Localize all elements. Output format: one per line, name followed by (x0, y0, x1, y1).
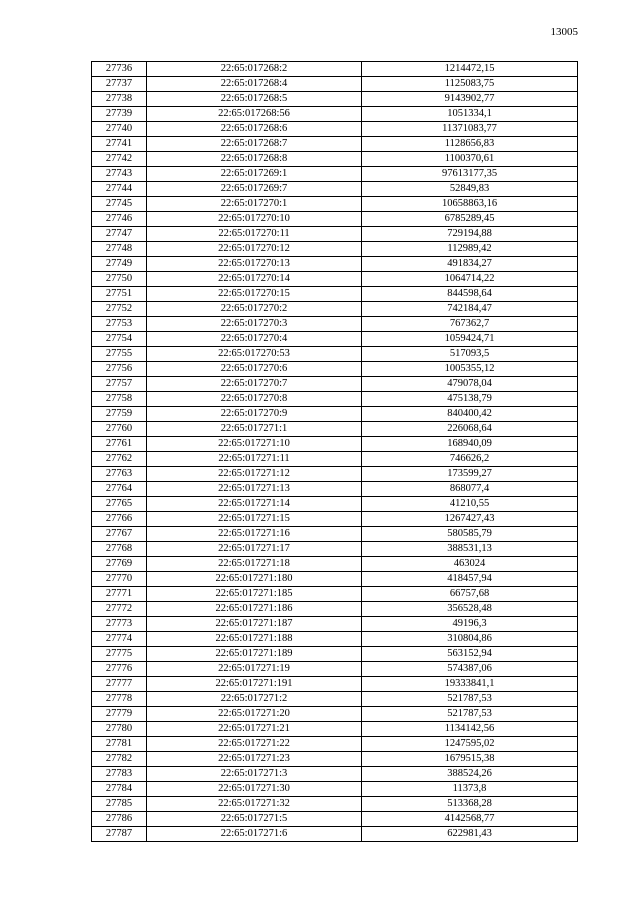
value-cell: 767362,7 (362, 317, 578, 332)
table-row (92, 317, 578, 332)
row-number-cell: 27754 (92, 332, 147, 347)
cadastral-number-cell: 22:65:017270:14 (147, 272, 362, 287)
cadastral-number-cell: 22:65:017270:10 (147, 212, 362, 227)
cadastral-number-cell: 22:65:017271:2 (147, 692, 362, 707)
cadastral-number-cell: 22:65:017271:10 (147, 437, 362, 452)
table-row (92, 797, 578, 812)
cadastral-number-cell: 22:65:017271:12 (147, 467, 362, 482)
table-row (92, 677, 578, 692)
value-cell: 746626,2 (362, 452, 578, 467)
table-row (92, 632, 578, 647)
table-row (92, 812, 578, 827)
table-row (92, 437, 578, 452)
table-row (92, 452, 578, 467)
table-row (92, 662, 578, 677)
page-number: 13005 (550, 26, 578, 38)
cadastral-number-cell: 22:65:017271:6 (147, 827, 362, 842)
row-number-cell: 27742 (92, 152, 147, 167)
cadastral-number-cell: 22:65:017271:30 (147, 782, 362, 797)
row-number-cell: 27770 (92, 572, 147, 587)
row-number-cell: 27778 (92, 692, 147, 707)
value-cell: 112989,42 (362, 242, 578, 257)
table-row (92, 377, 578, 392)
cadastral-number-cell: 22:65:017271:186 (147, 602, 362, 617)
cadastral-number-cell: 22:65:017270:11 (147, 227, 362, 242)
row-number-cell: 27747 (92, 227, 147, 242)
table-row (92, 77, 578, 92)
value-cell: 1125083,75 (362, 77, 578, 92)
row-number-cell: 27739 (92, 107, 147, 122)
value-cell: 6785289,45 (362, 212, 578, 227)
table-row (92, 62, 578, 77)
row-number-cell: 27777 (92, 677, 147, 692)
table-row (92, 167, 578, 182)
table-row (92, 302, 578, 317)
value-cell: 97613177,35 (362, 167, 578, 182)
table-row (92, 827, 578, 842)
table-row (92, 422, 578, 437)
table-row (92, 557, 578, 572)
value-cell: 388524,26 (362, 767, 578, 782)
table-row (92, 212, 578, 227)
value-cell: 580585,79 (362, 527, 578, 542)
value-cell: 521787,53 (362, 707, 578, 722)
table-row (92, 407, 578, 422)
value-cell: 1247595,02 (362, 737, 578, 752)
table-row (92, 782, 578, 797)
row-number-cell: 27787 (92, 827, 147, 842)
value-cell: 10658863,16 (362, 197, 578, 212)
cadastral-number-cell: 22:65:017271:21 (147, 722, 362, 737)
value-cell: 49196,3 (362, 617, 578, 632)
row-number-cell: 27767 (92, 527, 147, 542)
row-number-cell: 27774 (92, 632, 147, 647)
row-number-cell: 27764 (92, 482, 147, 497)
table-row (92, 572, 578, 587)
value-cell: 475138,79 (362, 392, 578, 407)
value-cell: 1064714,22 (362, 272, 578, 287)
row-number-cell: 27755 (92, 347, 147, 362)
cadastral-number-cell: 22:65:017269:1 (147, 167, 362, 182)
row-number-cell: 27748 (92, 242, 147, 257)
value-cell: 513368,28 (362, 797, 578, 812)
table-row (92, 242, 578, 257)
row-number-cell: 27745 (92, 197, 147, 212)
cadastral-number-cell: 22:65:017271:191 (147, 677, 362, 692)
row-number-cell: 27776 (92, 662, 147, 677)
value-cell: 41210,55 (362, 497, 578, 512)
cadastral-number-cell: 22:65:017270:1 (147, 197, 362, 212)
row-number-cell: 27761 (92, 437, 147, 452)
cadastral-number-cell: 22:65:017271:19 (147, 662, 362, 677)
cadastral-number-cell: 22:65:017270:6 (147, 362, 362, 377)
table-row (92, 647, 578, 662)
row-number-cell: 27783 (92, 767, 147, 782)
value-cell: 1267427,43 (362, 512, 578, 527)
value-cell: 1214472,15 (362, 62, 578, 77)
value-cell: 173599,27 (362, 467, 578, 482)
cadastral-number-cell: 22:65:017270:13 (147, 257, 362, 272)
value-cell: 574387,06 (362, 662, 578, 677)
table-row (92, 542, 578, 557)
value-cell: 1679515,38 (362, 752, 578, 767)
row-number-cell: 27784 (92, 782, 147, 797)
table-row (92, 92, 578, 107)
cadastral-number-cell: 22:65:017271:22 (147, 737, 362, 752)
cadastral-number-cell: 22:65:017271:188 (147, 632, 362, 647)
table-row (92, 527, 578, 542)
cadastral-number-cell: 22:65:017270:3 (147, 317, 362, 332)
value-cell: 868077,4 (362, 482, 578, 497)
value-cell: 388531,13 (362, 542, 578, 557)
value-cell: 356528,48 (362, 602, 578, 617)
cadastral-number-cell: 22:65:017271:17 (147, 542, 362, 557)
table-row (92, 467, 578, 482)
cadastral-number-cell: 22:65:017270:9 (147, 407, 362, 422)
table-body (92, 62, 578, 842)
cadastral-number-cell: 22:65:017268:7 (147, 137, 362, 152)
cadastral-number-cell: 22:65:017270:12 (147, 242, 362, 257)
row-number-cell: 27768 (92, 542, 147, 557)
table-row (92, 362, 578, 377)
cadastral-number-cell: 22:65:017271:13 (147, 482, 362, 497)
cadastral-number-cell: 22:65:017270:15 (147, 287, 362, 302)
row-number-cell: 27781 (92, 737, 147, 752)
value-cell: 521787,53 (362, 692, 578, 707)
value-cell: 463024 (362, 557, 578, 572)
value-cell: 66757,68 (362, 587, 578, 602)
cadastral-number-cell: 22:65:017268:56 (147, 107, 362, 122)
cadastral-number-cell: 22:65:017269:7 (147, 182, 362, 197)
table-row (92, 347, 578, 362)
cadastral-number-cell: 22:65:017270:53 (147, 347, 362, 362)
row-number-cell: 27750 (92, 272, 147, 287)
table-row (92, 272, 578, 287)
row-number-cell: 27772 (92, 602, 147, 617)
cadastral-number-cell: 22:65:017271:180 (147, 572, 362, 587)
value-cell: 52849,83 (362, 182, 578, 197)
table-row (92, 287, 578, 302)
value-cell: 310804,86 (362, 632, 578, 647)
cadastral-number-cell: 22:65:017271:16 (147, 527, 362, 542)
row-number-cell: 27785 (92, 797, 147, 812)
value-cell: 1128656,83 (362, 137, 578, 152)
value-cell: 1005355,12 (362, 362, 578, 377)
table-row (92, 122, 578, 137)
value-cell: 844598,64 (362, 287, 578, 302)
cadastral-number-cell: 22:65:017271:185 (147, 587, 362, 602)
row-number-cell: 27779 (92, 707, 147, 722)
value-cell: 168940,09 (362, 437, 578, 452)
value-cell: 840400,42 (362, 407, 578, 422)
table-row (92, 737, 578, 752)
cadastral-number-cell: 22:65:017270:8 (147, 392, 362, 407)
cadastral-number-cell: 22:65:017268:2 (147, 62, 362, 77)
row-number-cell: 27736 (92, 62, 147, 77)
row-number-cell: 27743 (92, 167, 147, 182)
row-number-cell: 27756 (92, 362, 147, 377)
row-number-cell: 27757 (92, 377, 147, 392)
cadastral-number-cell: 22:65:017270:2 (147, 302, 362, 317)
cadastral-number-cell: 22:65:017268:6 (147, 122, 362, 137)
table-row (92, 107, 578, 122)
cadastral-number-cell: 22:65:017271:11 (147, 452, 362, 467)
table-row (92, 227, 578, 242)
value-cell: 491834,27 (362, 257, 578, 272)
cadastral-number-cell: 22:65:017268:5 (147, 92, 362, 107)
value-cell: 1059424,71 (362, 332, 578, 347)
table-row (92, 257, 578, 272)
value-cell: 1100370,61 (362, 152, 578, 167)
cadastral-number-cell: 22:65:017271:18 (147, 557, 362, 572)
row-number-cell: 27782 (92, 752, 147, 767)
row-number-cell: 27737 (92, 77, 147, 92)
value-cell: 479078,04 (362, 377, 578, 392)
row-number-cell: 27760 (92, 422, 147, 437)
row-number-cell: 27752 (92, 302, 147, 317)
row-number-cell: 27746 (92, 212, 147, 227)
row-number-cell: 27771 (92, 587, 147, 602)
row-number-cell: 27741 (92, 137, 147, 152)
cadastral-number-cell: 22:65:017271:1 (147, 422, 362, 437)
value-cell: 563152,94 (362, 647, 578, 662)
table-row (92, 482, 578, 497)
table-row (92, 767, 578, 782)
row-number-cell: 27769 (92, 557, 147, 572)
row-number-cell: 27751 (92, 287, 147, 302)
table-row (92, 332, 578, 347)
row-number-cell: 27786 (92, 812, 147, 827)
cadastral-number-cell: 22:65:017271:14 (147, 497, 362, 512)
value-cell: 418457,94 (362, 572, 578, 587)
table-row (92, 722, 578, 737)
table-row (92, 152, 578, 167)
table-row (92, 182, 578, 197)
row-number-cell: 27780 (92, 722, 147, 737)
value-cell: 742184,47 (362, 302, 578, 317)
cadastral-number-cell: 22:65:017271:23 (147, 752, 362, 767)
table-row (92, 602, 578, 617)
cadastral-number-cell: 22:65:017270:4 (147, 332, 362, 347)
table-row (92, 617, 578, 632)
value-cell: 226068,64 (362, 422, 578, 437)
table-row (92, 197, 578, 212)
table-row (92, 752, 578, 767)
row-number-cell: 27762 (92, 452, 147, 467)
table-row (92, 392, 578, 407)
value-cell: 11371083,77 (362, 122, 578, 137)
table-row (92, 497, 578, 512)
cadastral-number-cell: 22:65:017271:3 (147, 767, 362, 782)
value-cell: 11373,8 (362, 782, 578, 797)
cadastral-number-cell: 22:65:017271:20 (147, 707, 362, 722)
row-number-cell: 27773 (92, 617, 147, 632)
value-cell: 1051334,1 (362, 107, 578, 122)
value-cell: 1134142,56 (362, 722, 578, 737)
cadastral-number-cell: 22:65:017271:187 (147, 617, 362, 632)
value-cell: 9143902,77 (362, 92, 578, 107)
row-number-cell: 27759 (92, 407, 147, 422)
cadastral-number-cell: 22:65:017271:15 (147, 512, 362, 527)
cadastral-number-cell: 22:65:017268:4 (147, 77, 362, 92)
table-row (92, 587, 578, 602)
value-cell: 622981,43 (362, 827, 578, 842)
row-number-cell: 27738 (92, 92, 147, 107)
row-number-cell: 27763 (92, 467, 147, 482)
cadastral-number-cell: 22:65:017271:32 (147, 797, 362, 812)
value-cell: 729194,88 (362, 227, 578, 242)
row-number-cell: 27744 (92, 182, 147, 197)
table-row (92, 512, 578, 527)
value-cell: 4142568,77 (362, 812, 578, 827)
row-number-cell: 27753 (92, 317, 147, 332)
value-cell: 19333841,1 (362, 677, 578, 692)
cadastral-number-cell: 22:65:017271:5 (147, 812, 362, 827)
cadastral-value-table (91, 61, 578, 842)
cadastral-number-cell: 22:65:017268:8 (147, 152, 362, 167)
cadastral-number-cell: 22:65:017270:7 (147, 377, 362, 392)
row-number-cell: 27758 (92, 392, 147, 407)
value-cell: 517093,5 (362, 347, 578, 362)
row-number-cell: 27749 (92, 257, 147, 272)
row-number-cell: 27740 (92, 122, 147, 137)
row-number-cell: 27765 (92, 497, 147, 512)
row-number-cell: 27775 (92, 647, 147, 662)
cadastral-number-cell: 22:65:017271:189 (147, 647, 362, 662)
table-row (92, 137, 578, 152)
table-row (92, 692, 578, 707)
table-row (92, 707, 578, 722)
row-number-cell: 27766 (92, 512, 147, 527)
